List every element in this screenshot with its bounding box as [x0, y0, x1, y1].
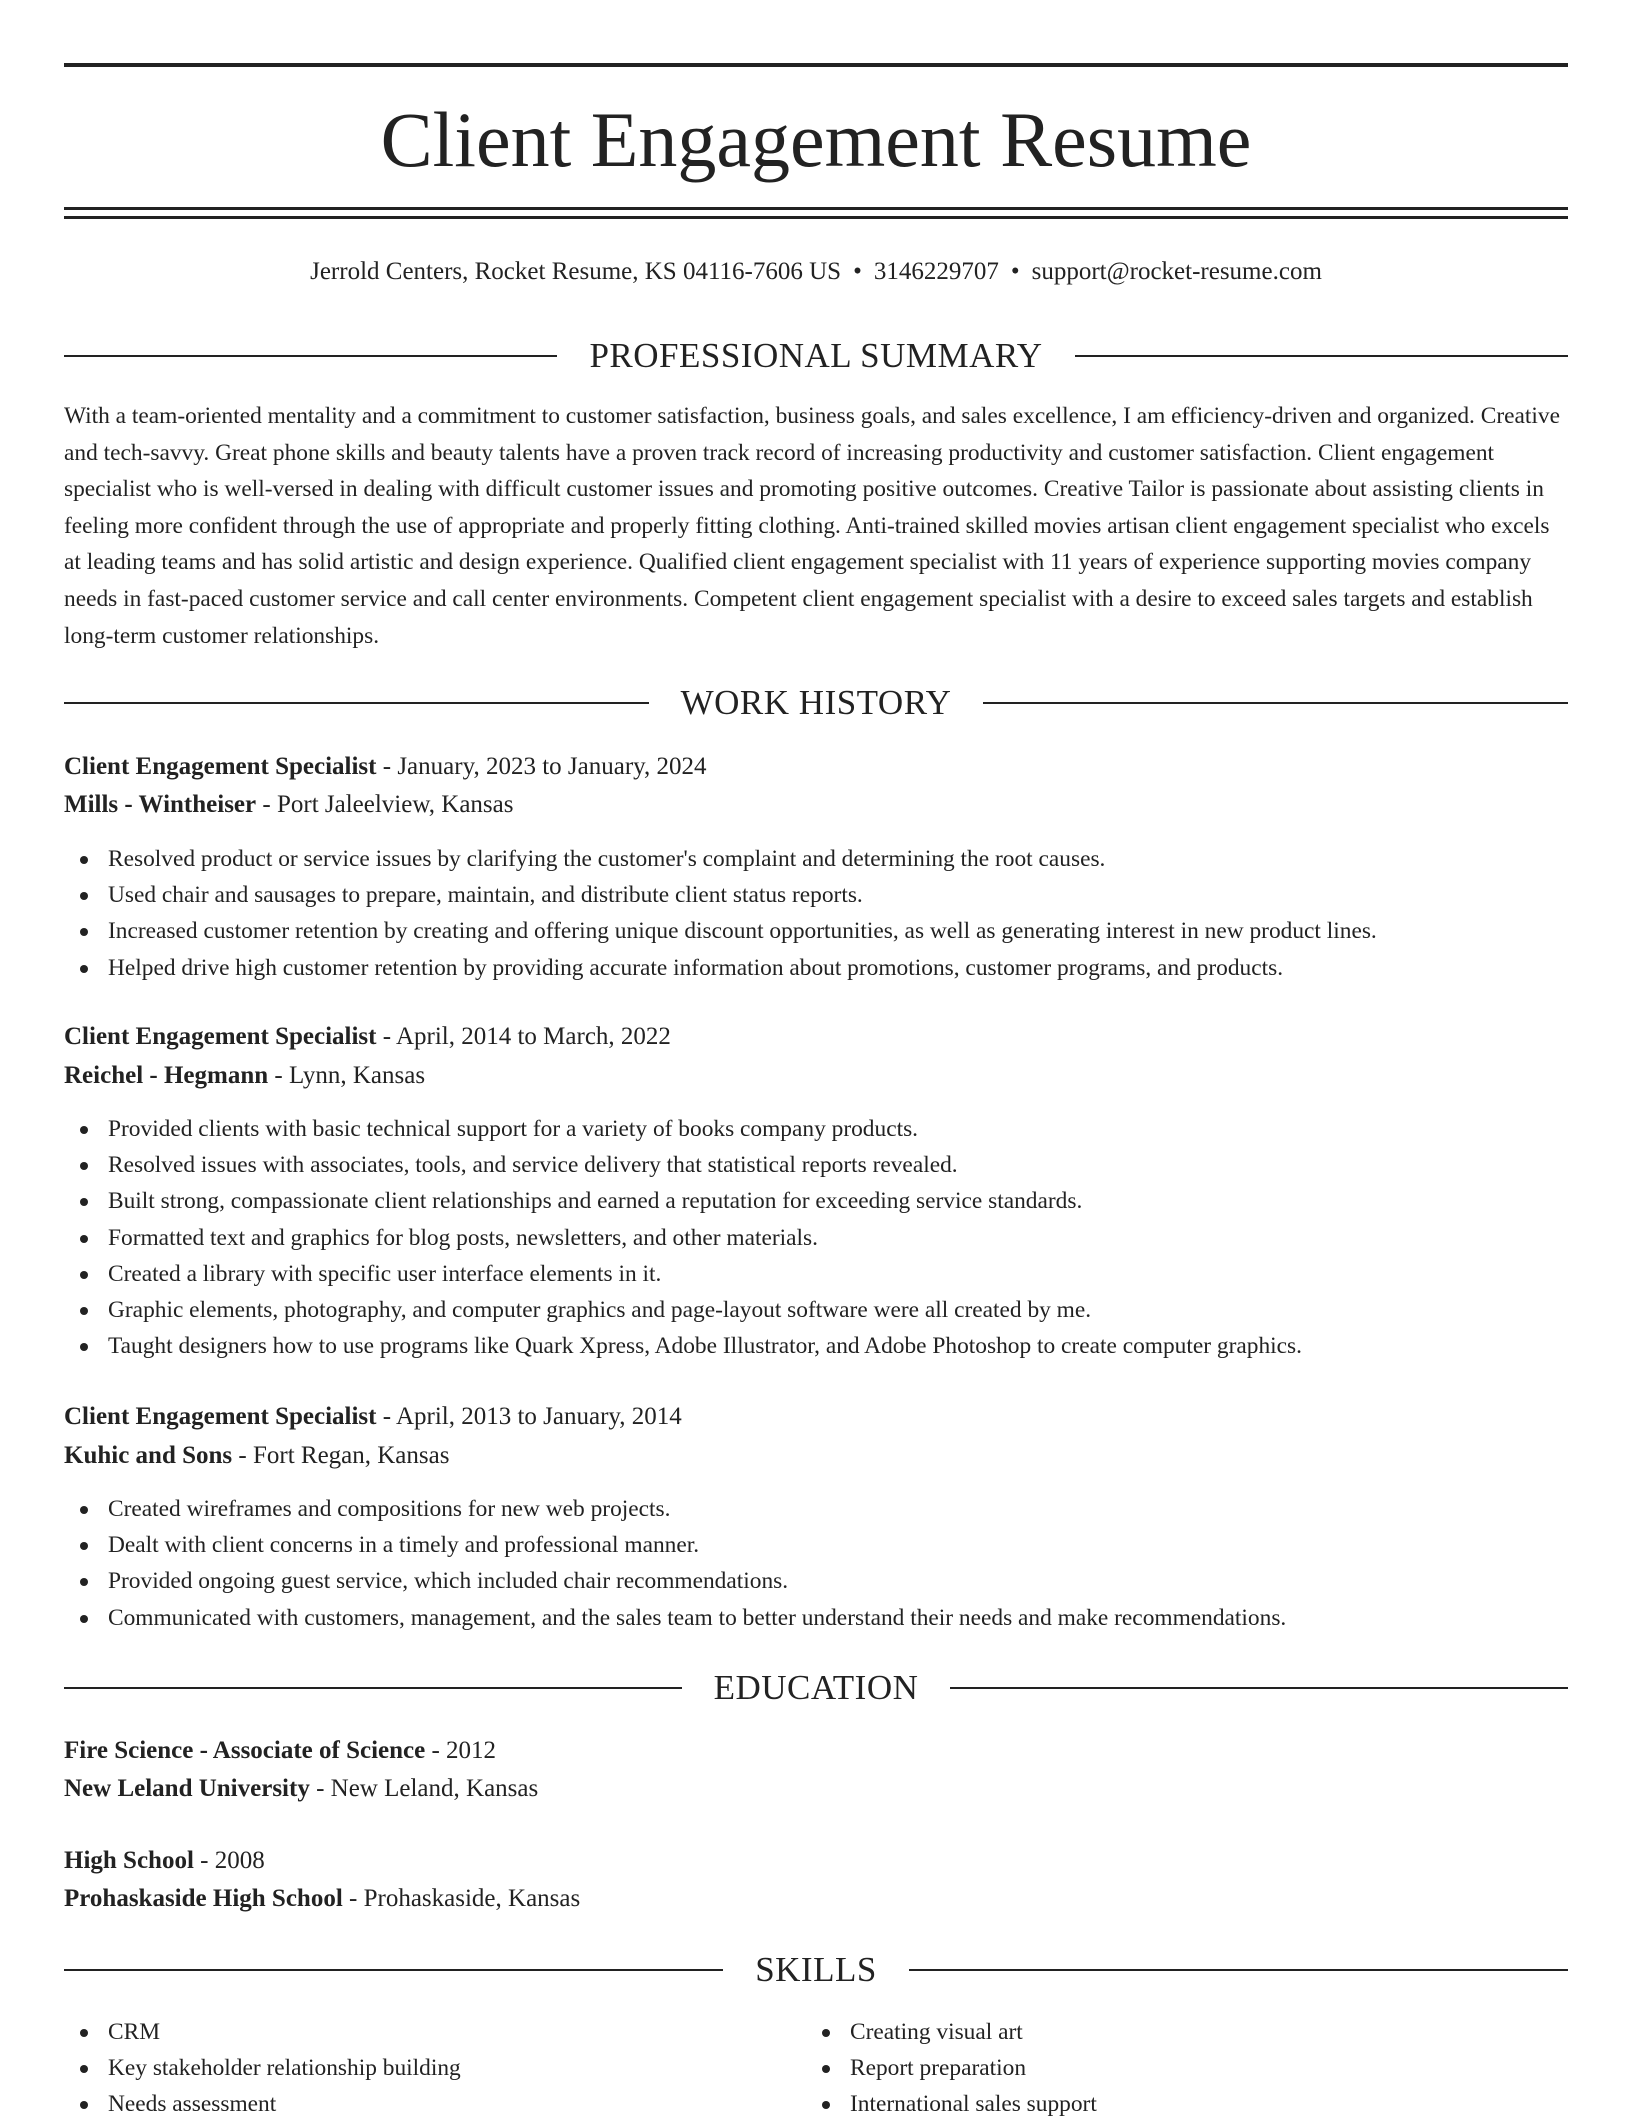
divider	[64, 1687, 682, 1689]
job-location: - Lynn, Kansas	[268, 1062, 426, 1089]
job-title-line	[64, 748, 707, 786]
list-item: Used chair and sausages to prepare, maintain, and distribute client status reports.	[64, 877, 1377, 913]
skill-item: CRM	[64, 2014, 461, 2050]
skill-item: Key stakeholder relationship building	[64, 2050, 461, 2086]
education-year: - 2012	[425, 1737, 497, 1764]
list-item: Provided clients with basic technical support for a variety of books company products.	[64, 1111, 1302, 1147]
skills-list-left	[64, 2014, 461, 2123]
job-title-line	[64, 1018, 671, 1056]
job-company-line	[64, 1057, 425, 1095]
divider	[64, 702, 649, 704]
job-location: - Port Jaleelview, Kansas	[256, 791, 514, 818]
contact-phone: 3146229707	[873, 258, 999, 285]
job-company: Reichel - Hegmann	[64, 1062, 269, 1089]
divider	[64, 1969, 723, 1971]
list-item: Taught designers how to use programs like Quark Xpress, Adobe Illustrator, and Adobe Photoshop to create computer graphics.	[64, 1328, 1302, 1364]
list-item: Dealt with client concerns in a timely and professional manner.	[64, 1527, 1286, 1563]
contact-separator: •	[853, 258, 862, 285]
page-title: Client Engagement Resume	[380, 96, 1252, 183]
education-degree: High School	[64, 1847, 194, 1874]
education-location: - New Leland, Kansas	[309, 1775, 539, 1802]
education-year: - 2008	[193, 1847, 265, 1874]
skill-item: International sales support	[806, 2086, 1097, 2122]
job-company: Kuhic and Sons	[64, 1442, 233, 1469]
skill-item: Report preparation	[806, 2050, 1097, 2086]
top-rule	[64, 63, 1568, 67]
section-title: WORK HISTORY	[680, 683, 952, 722]
education-degree-line	[64, 1732, 496, 1770]
list-item: Resolved issues with associates, tools, and service delivery that statistical reports revealed.	[64, 1147, 1302, 1183]
divider	[909, 1969, 1568, 1971]
divider	[950, 1687, 1568, 1689]
job-company-line	[64, 1437, 449, 1475]
contact-address: Jerrold Centers, Rocket Resume, KS 04116-7606 US	[310, 258, 842, 285]
title-double-rule	[64, 207, 1568, 219]
job-location: - Fort Regan, Kansas	[232, 1442, 450, 1469]
list-item: Graphic elements, photography, and computer graphics and page-layout software were all created by me.	[64, 1292, 1302, 1328]
education-degree: Fire Science - Associate of Science	[64, 1737, 426, 1764]
list-item: Increased customer retention by creating and offering unique discount opportunities, as well as generating interest in new product lines.	[64, 913, 1377, 949]
section-header-work-history	[64, 681, 1568, 725]
list-item: Created a library with specific user interface elements in it.	[64, 1256, 1302, 1292]
job-title-line	[64, 1398, 682, 1436]
contact-email: support@rocket-resume.com	[1031, 258, 1322, 285]
section-title: EDUCATION	[713, 1668, 919, 1707]
job-title: Client Engagement Specialist	[64, 1023, 377, 1050]
job-bullets	[64, 841, 1377, 986]
job-company: Mills - Wintheiser	[64, 791, 257, 818]
education-degree-line	[64, 1842, 265, 1880]
list-item: Helped drive high customer retention by providing accurate information about promotions, customer programs, and products.	[64, 950, 1377, 986]
job-dates: - April, 2014 to March, 2022	[376, 1023, 671, 1050]
education-location: - Prohaskaside, Kansas	[342, 1885, 581, 1912]
job-title: Client Engagement Specialist	[64, 753, 377, 780]
list-item: Communicated with customers, management, and the sales team to better understand their needs and make recommendations.	[64, 1600, 1286, 1636]
section-header-skills	[64, 1948, 1568, 1992]
section-title: SKILLS	[755, 1950, 877, 1989]
skill-item: Creating visual art	[806, 2014, 1097, 2050]
divider	[983, 702, 1568, 704]
section-title: PROFESSIONAL SUMMARY	[589, 336, 1043, 375]
job-dates: - January, 2023 to January, 2024	[376, 753, 707, 780]
divider	[1075, 355, 1568, 357]
summary-text: With a team-oriented mentality and a commitment to customer satisfaction, business goals, and sales excellence, I am efficiency-driven and organized. Creative and tech-savvy. Great phone skills and beauty talents have a proven track record of increasing productivity and customer satisfaction. Client engagement specialist who is well-versed in dealing with difficult customer issues and promoting positive outcomes. Creative Tailor is passionate about assisting clients in feeling more confident through the use of appropriate and properly fitting clothing. Anti-trained skilled movies artisan client engagement specialist who excels at leading teams and has solid artistic and design experience. Qualified client engagement specialist with 11 years of experience supporting movies company needs in fast-paced customer service and call center environments. Competent client engagement specialist with a desire to exceed sales targets and establish long-term customer relationships.	[64, 403, 1560, 649]
list-item: Formatted text and graphics for blog posts, newsletters, and other materials.	[64, 1220, 1302, 1256]
contact-separator: •	[1010, 258, 1020, 285]
contact-line	[64, 254, 1568, 290]
job-bullets	[64, 1111, 1302, 1364]
list-item: Built strong, compassionate client relationships and earned a reputation for exceeding service standards.	[64, 1183, 1302, 1219]
list-item: Provided ongoing guest service, which included chair recommendations.	[64, 1563, 1286, 1599]
divider	[64, 355, 557, 357]
education-school: Prohaskaside High School	[64, 1885, 343, 1912]
section-header-education	[64, 1666, 1568, 1710]
skill-item: Needs assessment	[64, 2086, 461, 2122]
job-bullets	[64, 1491, 1286, 1636]
section-header-summary	[64, 334, 1568, 378]
job-dates: - April, 2013 to January, 2014	[376, 1403, 682, 1430]
education-school: New Leland University	[64, 1775, 310, 1802]
education-school-line	[64, 1770, 538, 1808]
job-company-line	[64, 786, 513, 824]
job-title: Client Engagement Specialist	[64, 1403, 377, 1430]
list-item: Resolved product or service issues by clarifying the customer's complaint and determining the root causes.	[64, 841, 1377, 877]
skills-list-right	[806, 2014, 1097, 2123]
list-item: Created wireframes and compositions for new web projects.	[64, 1491, 1286, 1527]
education-school-line	[64, 1880, 580, 1918]
